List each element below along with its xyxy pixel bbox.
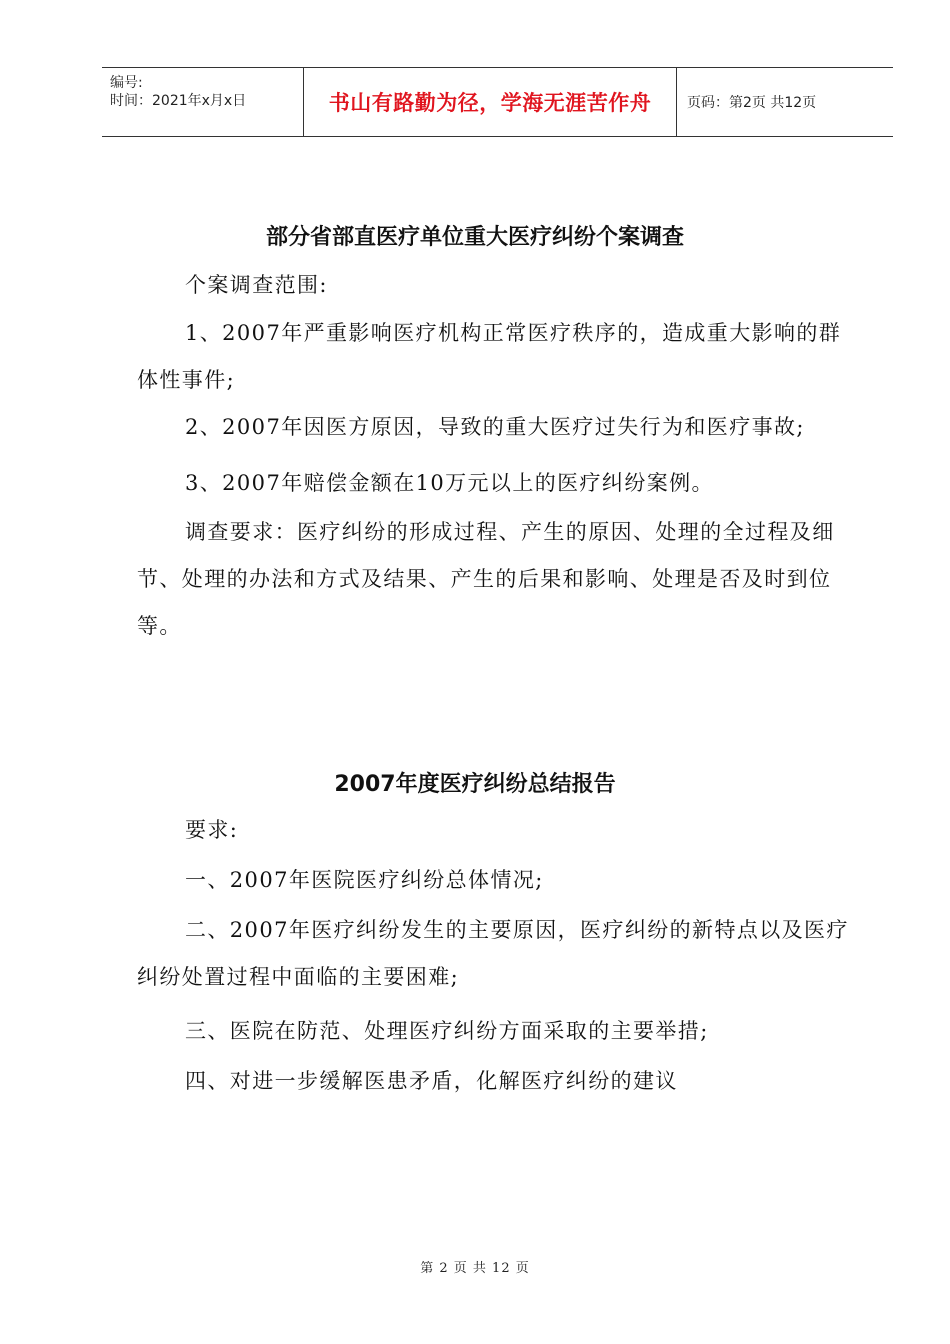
header-meta: [102, 68, 304, 136]
requirement-item-3: 三、医院在防范、处理医疗纠纷方面采取的主要举措;: [185, 1019, 709, 1043]
scope-item-3: 3、2007年赔偿金额在10万元以上的医疗纠纷案例。: [185, 471, 714, 495]
requirements-label: 要求:: [185, 818, 239, 842]
header-page-code: 页码：第2页 共12页: [687, 95, 817, 111]
requirement-item-4: 四、对进一步缓解医患矛盾，化解医疗纠纷的建议: [185, 1069, 678, 1093]
requirement-item-2: 二、2007年医疗纠纷发生的主要原因，医疗纠纷的新特点以及医疗纠纷处置过程中面临的主要困难;: [137, 918, 849, 989]
survey-requirement: 调查要求：医疗纠纷的形成过程、产生的原因、处理的全过程及细节、处理的办法和方式及结果、产生的后果和影响、处理是否及时到位等。: [137, 520, 835, 638]
section1-title: 部分省部直医疗单位重大医疗纠纷个案调查: [265, 225, 684, 250]
scope-label: 个案调查范围:: [185, 273, 328, 297]
section2-title: 2007年度医疗纠纷总结报告: [334, 772, 616, 797]
number-label: 编号:: [110, 75, 143, 91]
time-label: 时间：2021年x月x日: [110, 93, 247, 109]
scope-item-1: 1、2007年严重影响医疗机构正常医疗秩序的，造成重大影响的群体性事件;: [137, 321, 842, 392]
header-slogan: 书山有路勤为径，学海无涯苦作舟: [304, 68, 677, 136]
page-footer: 第 2 页 共 12 页: [420, 1261, 530, 1276]
document-header: [102, 67, 893, 137]
requirement-item-1: 一、2007年医院医疗纠纷总体情况;: [185, 868, 544, 892]
scope-item-2: 2、2007年因医方原因，导致的重大医疗过失行为和医疗事故;: [185, 415, 805, 439]
